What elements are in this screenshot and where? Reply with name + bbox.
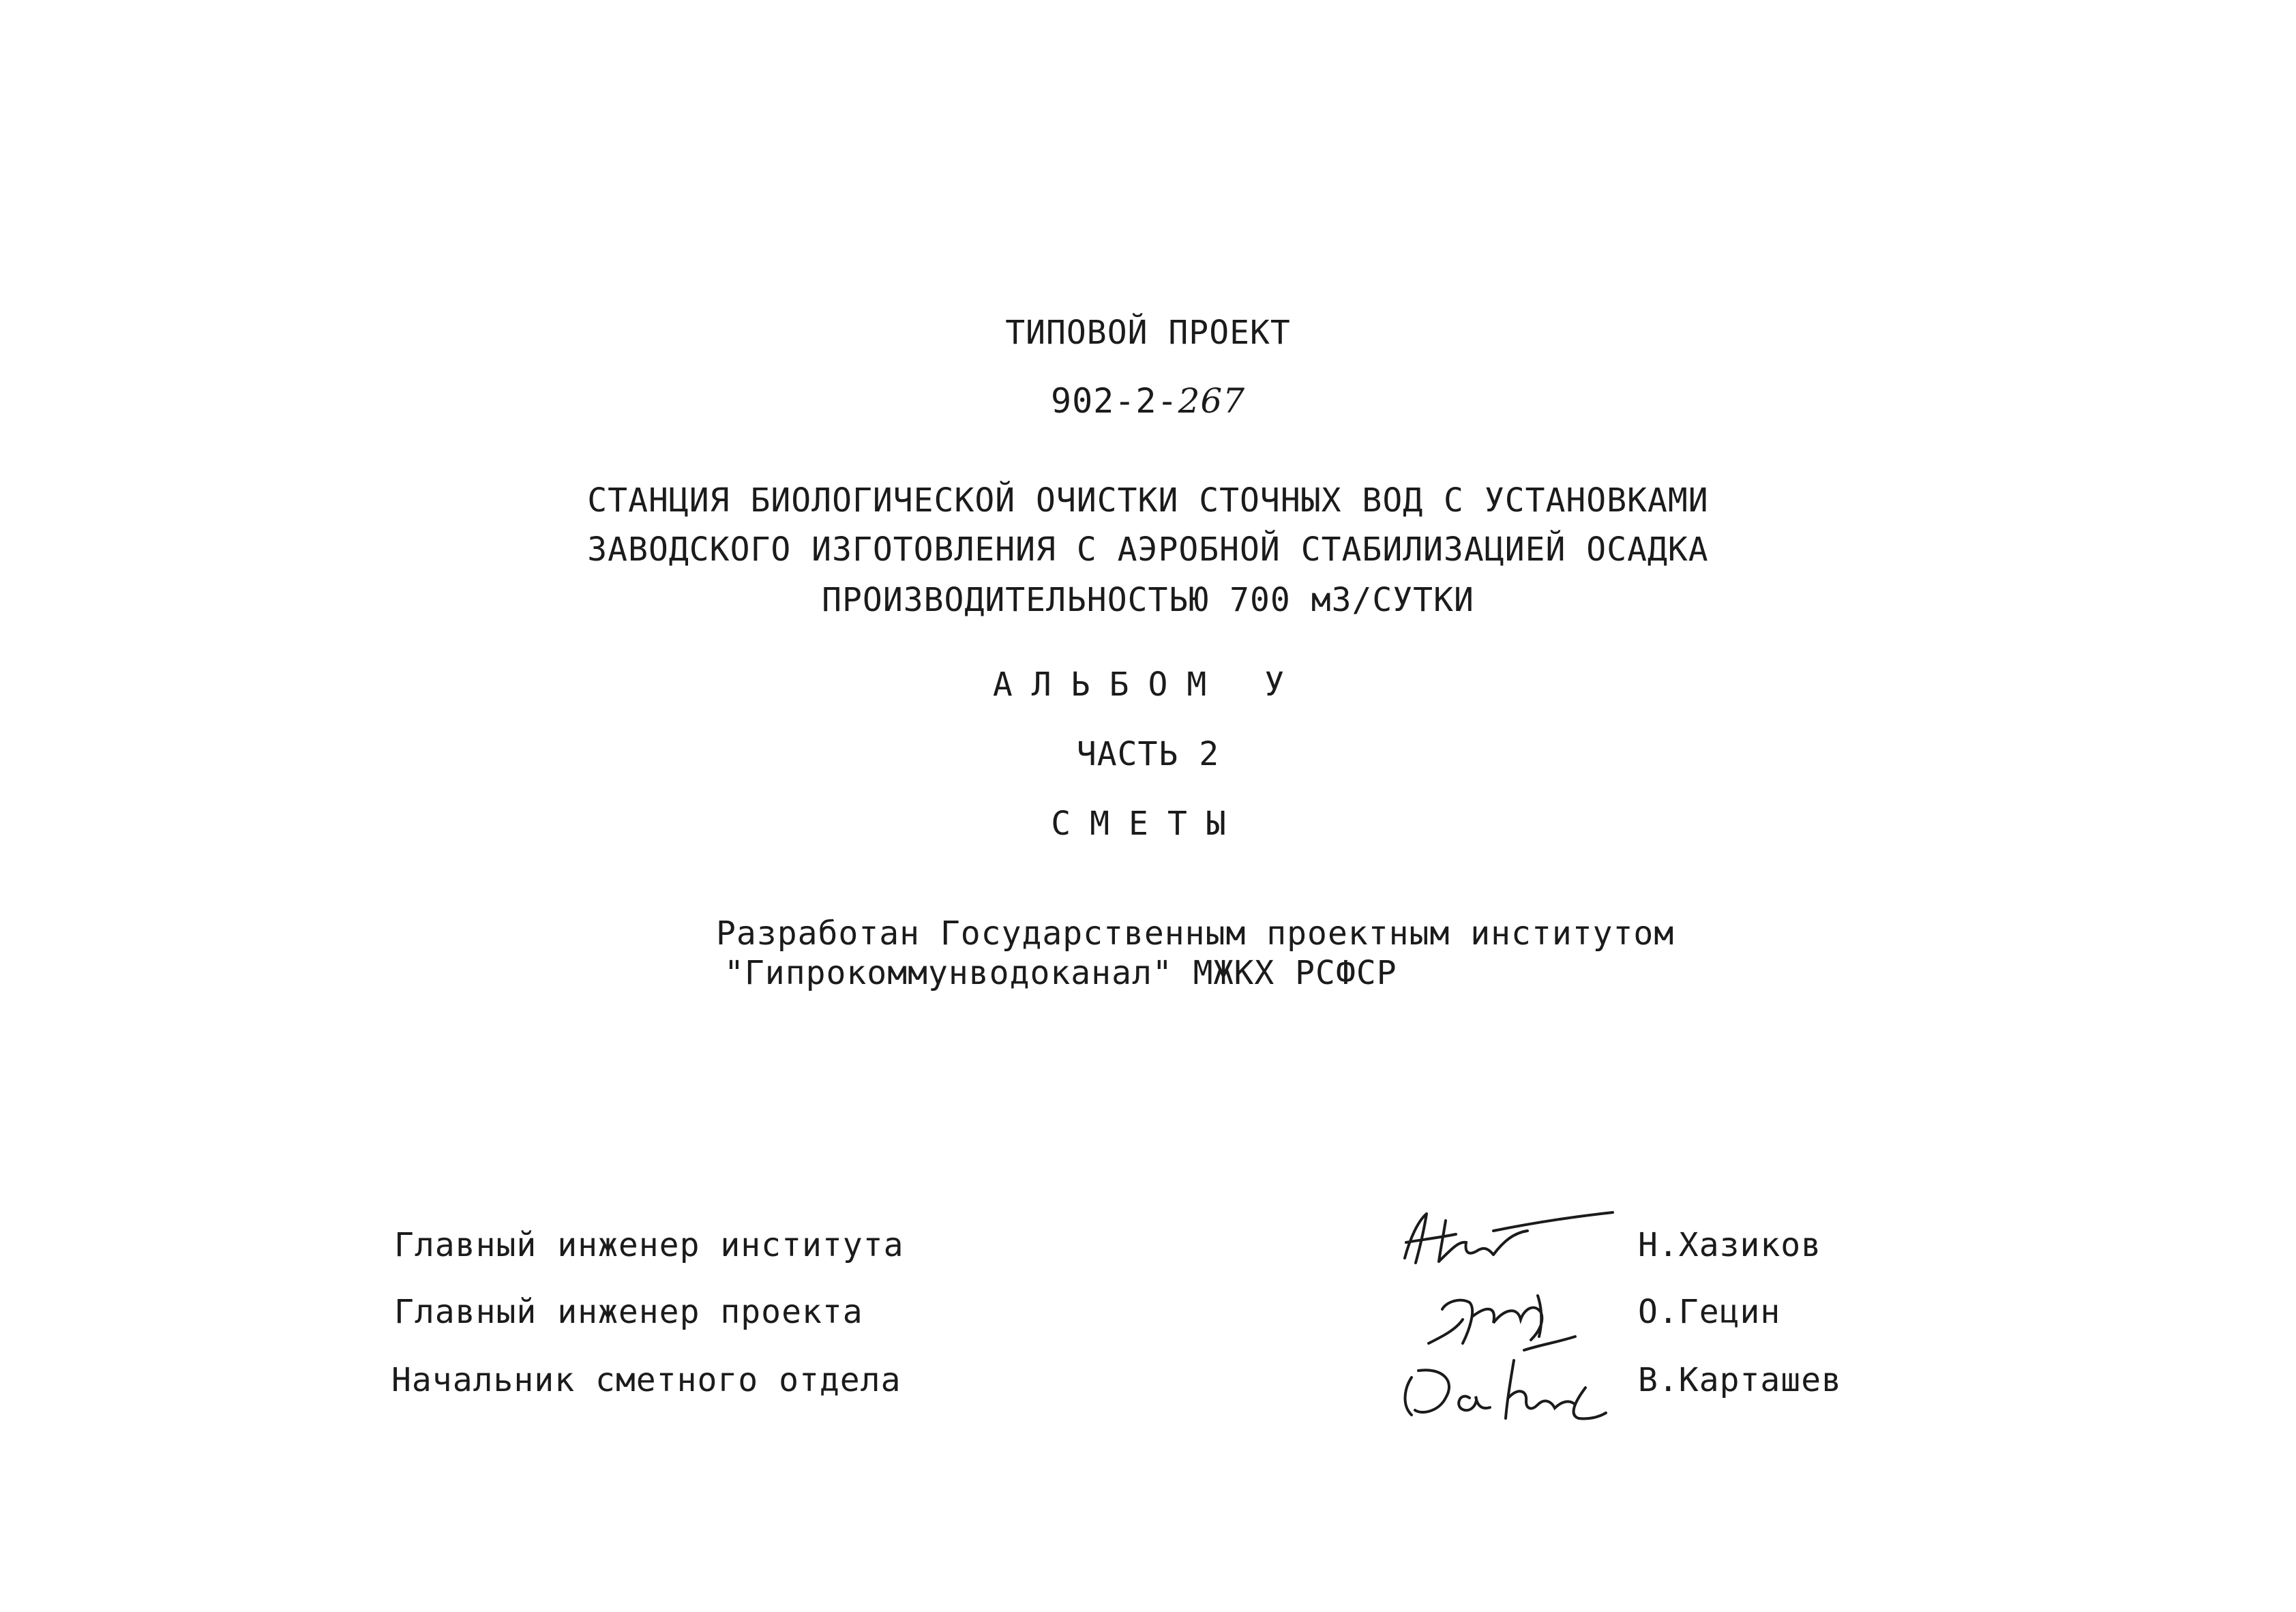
developer-line-2: "Гипрокоммунводоканал" МЖКХ РСФСР: [724, 954, 1397, 992]
signatory-name-3: В.Карташев: [1638, 1361, 1842, 1399]
signatory-name-1: Н.Хазиков: [1638, 1226, 1822, 1264]
title-line-1: СТАНЦИЯ БИОЛОГИЧЕСКОЙ ОЧИСТКИ СТОЧНЫХ ВОД С УСТАНОВКАМИ: [587, 481, 1709, 520]
signature-2: [1422, 1282, 1585, 1357]
developer-line-1: Разработан Государственным проектным институтом: [716, 914, 1675, 953]
signatory-position-2: Главный инженер проекта: [394, 1293, 863, 1331]
project-number-printed: 902-2-: [1050, 381, 1178, 421]
signatory-name-2: О.Гецин: [1638, 1293, 1781, 1331]
developer-block: [716, 914, 1674, 993]
signature-1: [1391, 1200, 1616, 1275]
project-type-label: ТИПОВОЙ ПРОЕКТ: [1005, 314, 1291, 352]
title-line-2: ЗАВОДСКОГО ИЗГОТОВЛЕНИЯ С АЭРОБНОЙ СТАБИЛИЗАЦИЕЙ ОСАДКА: [587, 531, 1709, 569]
signatory-position-3: Начальник сметного отдела: [391, 1361, 901, 1399]
signatory-position-1: Главный инженер института: [394, 1226, 904, 1264]
signature-3: [1391, 1350, 1616, 1432]
album-label: АЛЬБОМ У: [992, 666, 1304, 704]
project-number-handwritten: 267: [1178, 381, 1246, 421]
project-number: [0, 382, 2296, 420]
title-line-3: ПРОИЗВОДИТЕЛЬНОСТЬЮ 700 м3/СУТКИ: [822, 581, 1474, 619]
section-label: СМЕТЫ: [1051, 805, 1245, 843]
part-label: ЧАСТЬ 2: [1076, 735, 1220, 773]
